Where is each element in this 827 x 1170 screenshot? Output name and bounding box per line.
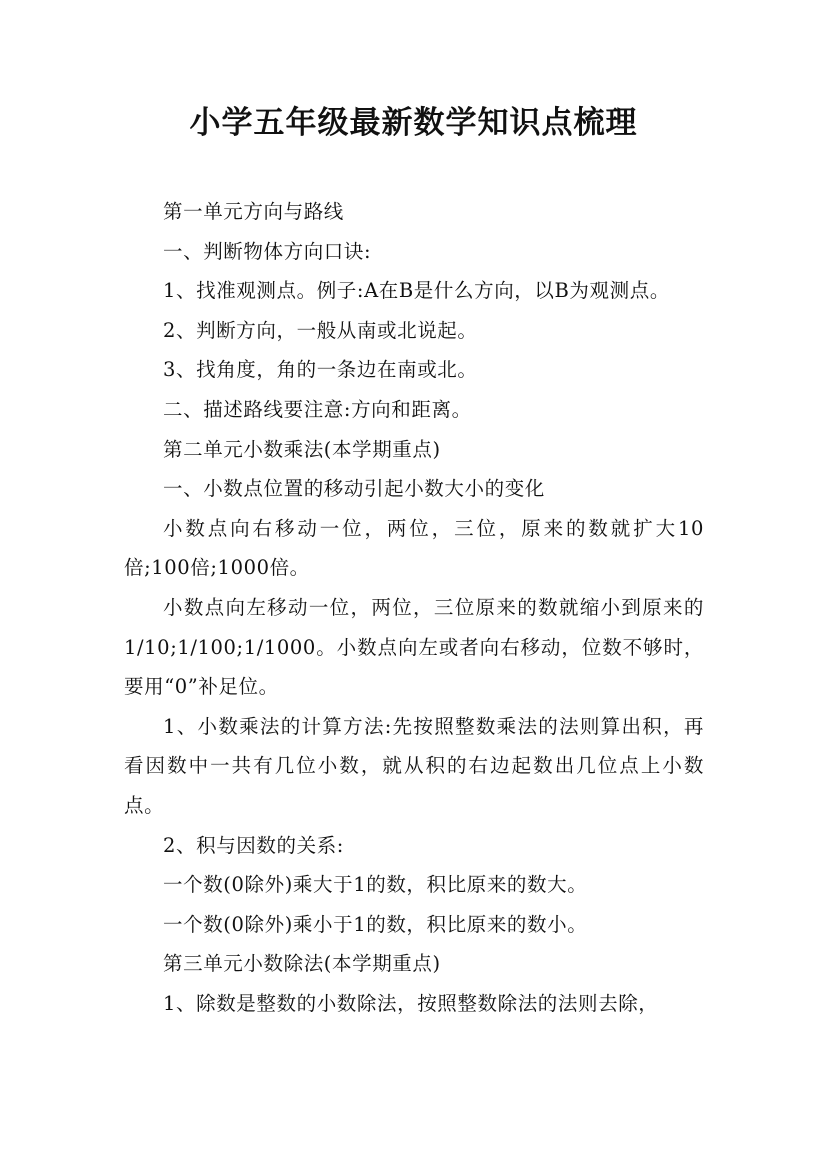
paragraph-multiply-less-than-one: 一个数(0除外)乘小于1的数，积比原来的数小。 (163, 912, 588, 936)
paragraph-unit-2-heading: 第二单元小数乘法(本学期重点) (163, 437, 441, 461)
paragraph-find-angle: 3、找角度，角的一条边在南或北。 (163, 358, 478, 382)
paragraph-product-factor-relation: 2、积与因数的关系: (163, 833, 344, 857)
paragraph-decimal-point-move: 一、小数点位置的移动引起小数大小的变化 (163, 477, 545, 501)
paragraph-unit-3-heading: 第三单元小数除法(本学期重点) (163, 952, 441, 976)
paragraph-route-description: 二、描述路线要注意:方向和距离。 (163, 397, 472, 421)
paragraph-direction-rule: 一、判断物体方向口诀: (163, 239, 372, 263)
document-body (124, 192, 704, 1023)
paragraph-multiply-greater-than-one: 一个数(0除外)乘大于1的数，积比原来的数大。 (163, 873, 588, 897)
paragraph-judge-direction: 2、判断方向，一般从南或北说起。 (163, 318, 478, 342)
paragraph-unit-1-heading: 第一单元方向与路线 (163, 200, 344, 223)
paragraph-observation-point: 1、找准观测点。例子:A在B是什么方向，以B为观测点。 (163, 279, 670, 303)
paragraph-multiplication-method: 1、小数乘法的计算方法:先按照整数乘法的法则算出积，再看因数中一共有几位小数，就从积的右边起数出几位点上小数点。 (124, 714, 704, 817)
paragraph-division-method: 1、除数是整数的小数除法，按照整数除法的法则去除， (163, 991, 659, 1015)
document-title: 小学五年级最新数学知识点梳理 (189, 105, 638, 141)
paragraph-move-left: 小数点向左移动一位，两位，三位原来的数就缩小到原来的1/10;1/100;1/1000。小数点向左或者向右移动，位数不够时，要用“0”补足位。 (124, 595, 704, 699)
paragraph-move-right: 小数点向右移动一位，两位，三位，原来的数就扩大10倍;100倍;1000倍。 (124, 516, 704, 580)
